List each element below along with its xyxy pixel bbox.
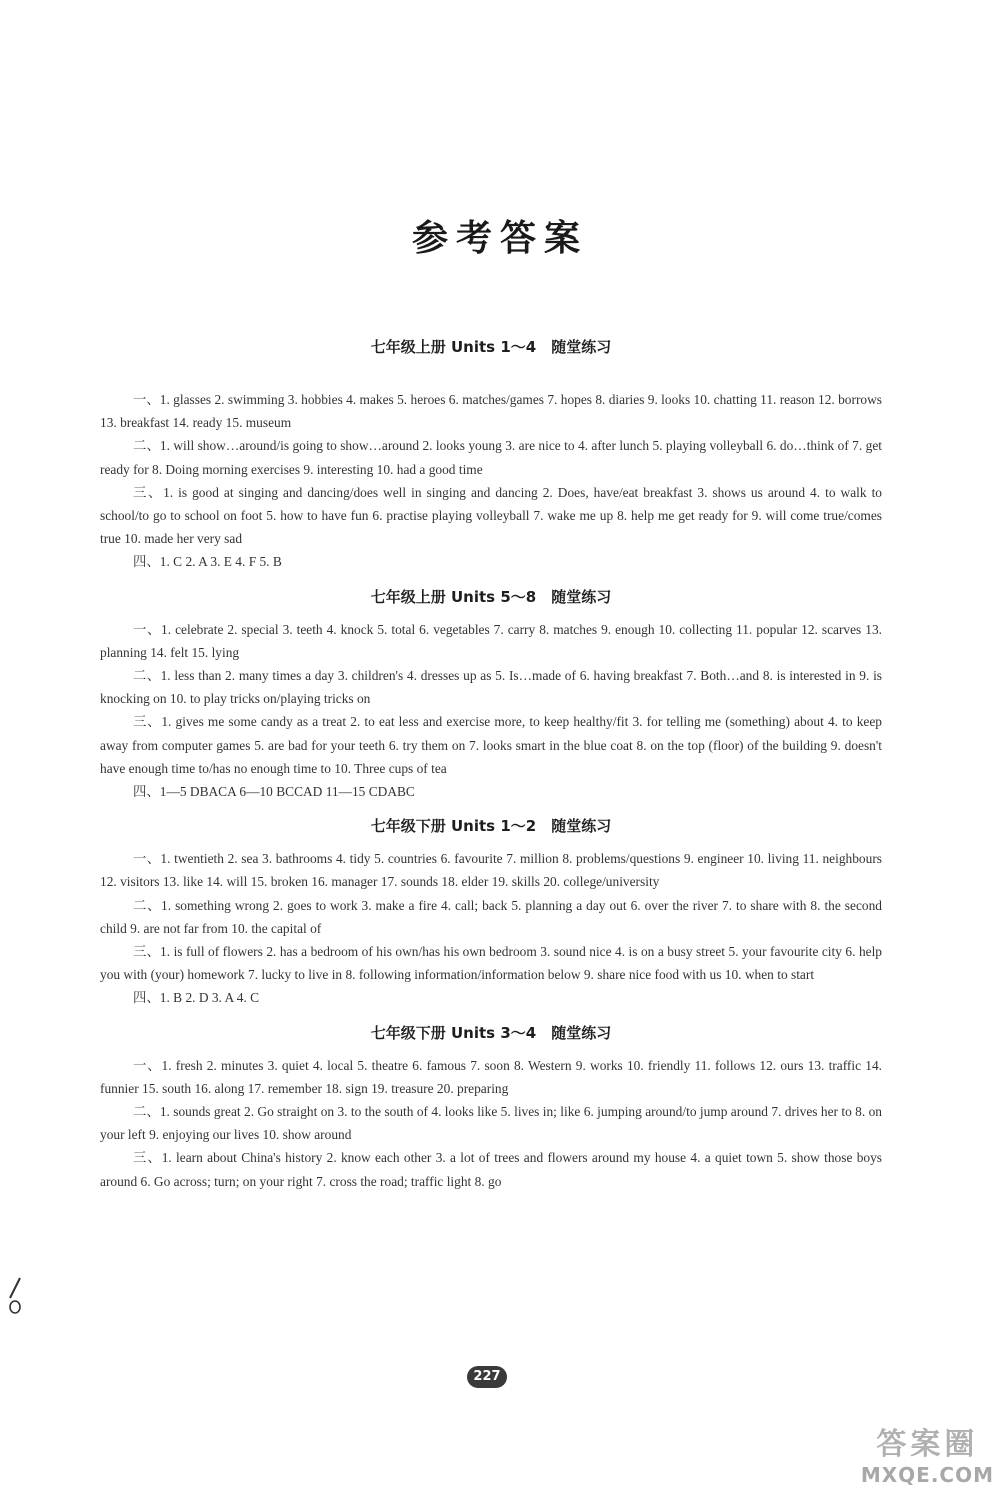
answer-paragraph: 一、1. fresh 2. minutes 3. quiet 4. local 5. theatre 6. famous 7. soon 8. Western 9. works 10. friendly 11. follows 12. ours 13. traffic 14. funnier 15. south 16. along 17. remember 18. sign 19. treasure 20. preparing [100, 1057, 882, 1096]
section-heading: 七年级下册 Units 1～2 随堂练习 [370, 817, 612, 836]
answer-paragraph: 三、1. learn about China's history 2. know each other 3. a lot of trees and flowers around my house 4. a quiet town 5. show those boys around 6. Go across; turn; on your right 7. cross the road; traffic light 8. go [100, 1150, 882, 1189]
margin-pen-mark-icon [6, 1276, 24, 1316]
answer-paragraph: 三、1. gives me some candy as a treat 2. to eat less and exercise more, to keep healthy/fit 3. for telling me (something) about 4. to keep away from computer games 5. are bad for your teeth 6. try them on 7. looks smart in the blue coat 8. on the top (floor) of the building 9. doesn't have enough time to/has no enough time to 10. Three cups of tea [100, 714, 882, 776]
answer-paragraph: 二、1. will show…around/is going to show…around 2. looks young 3. are nice to 4. after lunch 5. playing volleyball 6. do…think of 7. get ready for 8. Doing morning exercises 9. interesting 10. had a good time [100, 438, 882, 477]
answer-paragraph: 三、1. is good at singing and dancing/does well in singing and dancing 2. Does, have/eat breakfast 3. shows us around 4. to walk to school/to go to school on foot 5. how to have fun 6. practise playing volleyball 7. wake me up 8. help me get ready for 9. will come true/comes true 10. made her very sad [100, 484, 882, 547]
answer-paragraph: 二、1. sounds great 2. Go straight on 3. to the south of 4. looks like 5. lives in; like 6. jumping around/to jump around 7. drives her to 8. on your left 9. enjoying our lives 10. show around [100, 1104, 882, 1143]
answer-paragraph: 一、1. twentieth 2. sea 3. bathrooms 4. tidy 5. countries 6. favourite 7. million 8. problems/questions 9. engineer 10. living 11. neighbours 12. visitors 13. like 14. will 15. broken 16. manager 17. sounds 18. elder 19. skills 20. college/university [100, 851, 882, 890]
answer-paragraph: 三、1. is full of flowers 2. has a bedroom of his own/has his own bedroom 3. sound nice 4. is on a busy street 5. your favourite city 6. help you with (your) homework 7. lucky to live in 8. following information/information below 9. share nice food with us 10. when to start [100, 944, 882, 983]
section-lower-units-3-4 [100, 1016, 882, 1193]
section-units-5-8 [100, 580, 882, 804]
answer-paragraph: 四、1. C 2. A 3. E 4. F 5. B [133, 554, 282, 570]
answer-paragraph: 二、1. something wrong 2. goes to work 3. make a fire 4. call; back 5. planning a day out 6. over the river 7. to share with 8. the second child 9. are not far from 10. the capital of [100, 897, 882, 936]
answer-key-content [100, 330, 882, 1193]
section-heading: 七年级上册 Units 1～4 随堂练习 [370, 338, 612, 356]
section-units-1-4 [100, 330, 882, 574]
section-heading: 七年级上册 Units 5～8 随堂练习 [370, 587, 612, 606]
watermark-logo [861, 1427, 994, 1487]
answer-paragraph: 二、1. less than 2. many times a day 3. children's 4. dresses up as 5. Is…made of 6. having breakfast 7. Both…and 8. is interested in 9. is knocking on 10. to play tricks on/playing tricks on [100, 668, 882, 707]
page-title: 参考答案 [411, 218, 588, 259]
page-number: 227 [467, 1366, 507, 1388]
answer-paragraph: 一、1. glasses 2. swimming 3. hobbies 4. makes 5. heroes 6. matches/games 7. hopes 8. diaries 9. looks 10. chatting 11. reason 12. borrows 13. breakfast 14. ready 15. museum [100, 392, 882, 431]
answer-paragraph: 四、1. B 2. D 3. A 4. C [133, 990, 260, 1006]
section-lower-units-1-2 [100, 809, 882, 1009]
answer-paragraph: 一、1. celebrate 2. special 3. teeth 4. knock 5. total 6. vegetables 7. carry 8. matches 9. enough 10. collecting 11. popular 12. scarves 13. planning 14. felt 15. lying [100, 621, 882, 660]
watermark-main-text: 答案圈 [876, 1427, 979, 1462]
section-heading: 七年级下册 Units 3～4 随堂练习 [370, 1023, 612, 1042]
watermark-site-text: MXQE.COM [860, 1463, 994, 1487]
answer-paragraph: 四、1—5 DBACA 6—10 BCCAD 11—15 CDABC [133, 784, 415, 800]
